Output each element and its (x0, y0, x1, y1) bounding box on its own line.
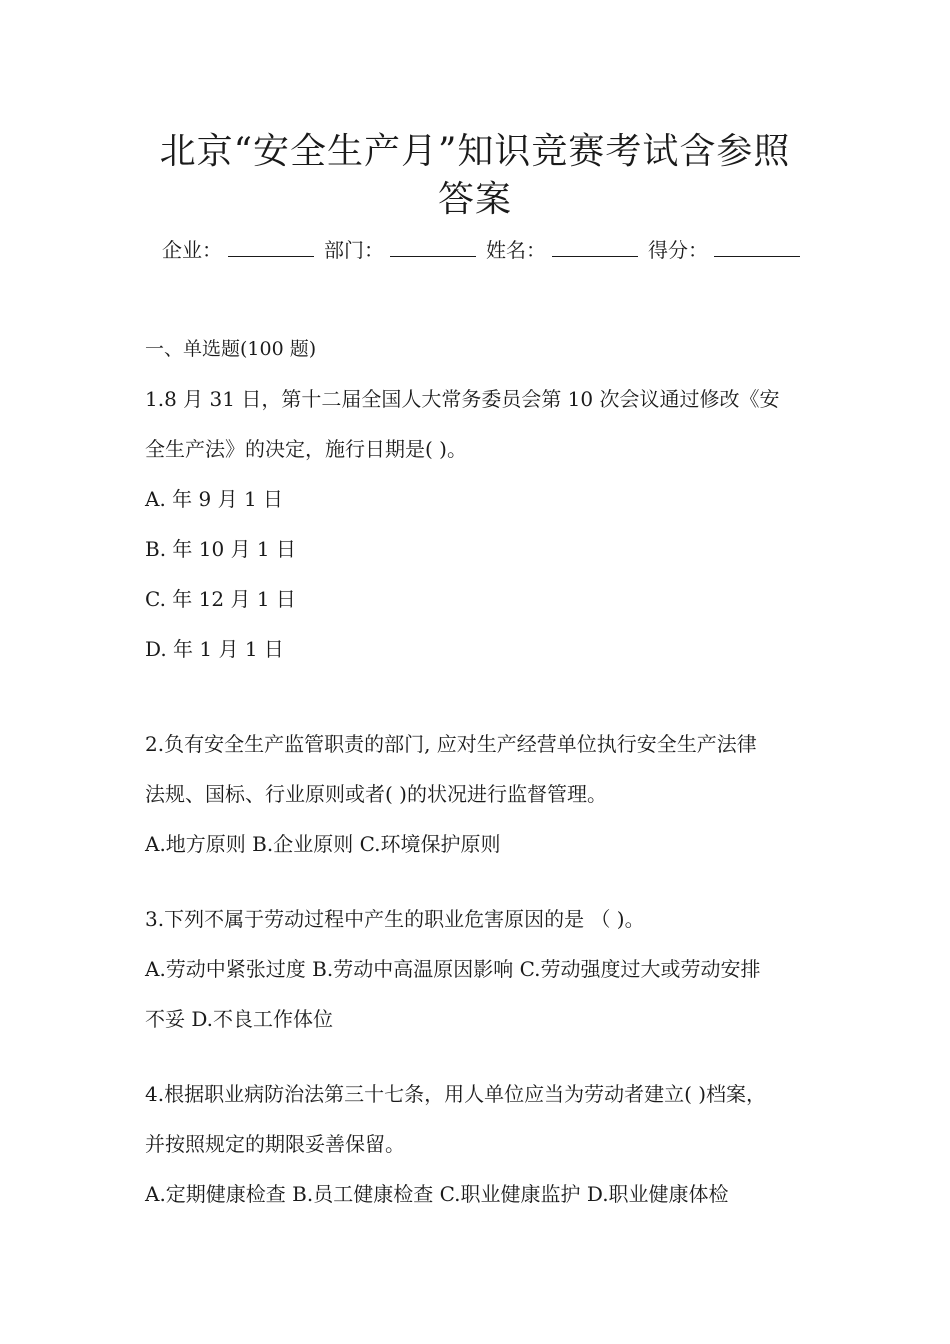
company-blank (228, 238, 314, 257)
department-blank (390, 238, 476, 257)
question-spacer (145, 878, 810, 903)
question-2 (145, 728, 810, 878)
question-1-option-c: C. 年 12 月 1 日 (145, 587, 296, 611)
name-blank (552, 238, 638, 257)
question-4-text-line-1: 4.根据职业病防治法第三十七条，用人单位应当为劳动者建立( )档案， (145, 1082, 767, 1106)
document-title (120, 128, 830, 224)
question-3-options-line-1: A.劳动中紧张过度 B.劳动中高温原因影响 C.劳动强度过大或劳动安排 (145, 957, 761, 981)
question-spacer (145, 683, 810, 728)
exam-content (145, 333, 810, 1228)
title-line-1: 北京“安全生产月”知识竞赛考试含参照 (159, 131, 791, 172)
question-2-options: A.地方原则 B.企业原则 C.环境保护原则 (145, 832, 501, 856)
department-label: 部门： (324, 238, 384, 262)
score-blank (714, 238, 800, 257)
title-line-2: 答案 (437, 179, 512, 220)
info-fields-row (162, 236, 810, 264)
question-3-options-line-2: 不妥 D.不良工作体位 (145, 1007, 334, 1031)
name-field (486, 236, 638, 264)
section-heading: 一、单选题(100 题) (145, 338, 317, 360)
question-4-options: A.定期健康检查 B.员工健康检查 C.职业健康监护 D.职业健康体检 (145, 1182, 729, 1206)
company-field (162, 236, 314, 264)
name-label: 姓名： (486, 238, 546, 262)
question-1-option-d: D. 年 1 月 1 日 (145, 637, 284, 661)
question-4-text-line-2: 并按照规定的期限妥善保留。 (145, 1132, 405, 1156)
question-1-option-a: A. 年 9 月 1 日 (145, 487, 284, 511)
company-label: 企业： (162, 238, 222, 262)
question-1-text-line-1: 1.8 月 31 日，第十二届全国人大常务委员会第 10 次会议通过修改《安 (145, 387, 780, 411)
question-1 (145, 383, 810, 683)
score-label: 得分： (648, 238, 708, 262)
question-spacer (145, 1053, 810, 1078)
question-2-text-line-2: 法规、国标、行业原则或者( )的状况进行监督管理。 (145, 782, 607, 806)
question-2-text-line-1: 2.负有安全生产监管职责的部门, 应对生产经营单位执行安全生产法律 (145, 732, 757, 756)
department-field (324, 236, 476, 264)
score-field (648, 236, 800, 264)
question-1-option-b: B. 年 10 月 1 日 (145, 537, 297, 561)
question-3 (145, 903, 810, 1053)
question-1-text-line-2: 全生产法》的决定，施行日期是( )。 (145, 437, 467, 461)
question-4 (145, 1078, 810, 1228)
question-3-text-line-1: 3.下列不属于劳动过程中产生的职业危害原因的是 （ )。 (145, 907, 645, 931)
